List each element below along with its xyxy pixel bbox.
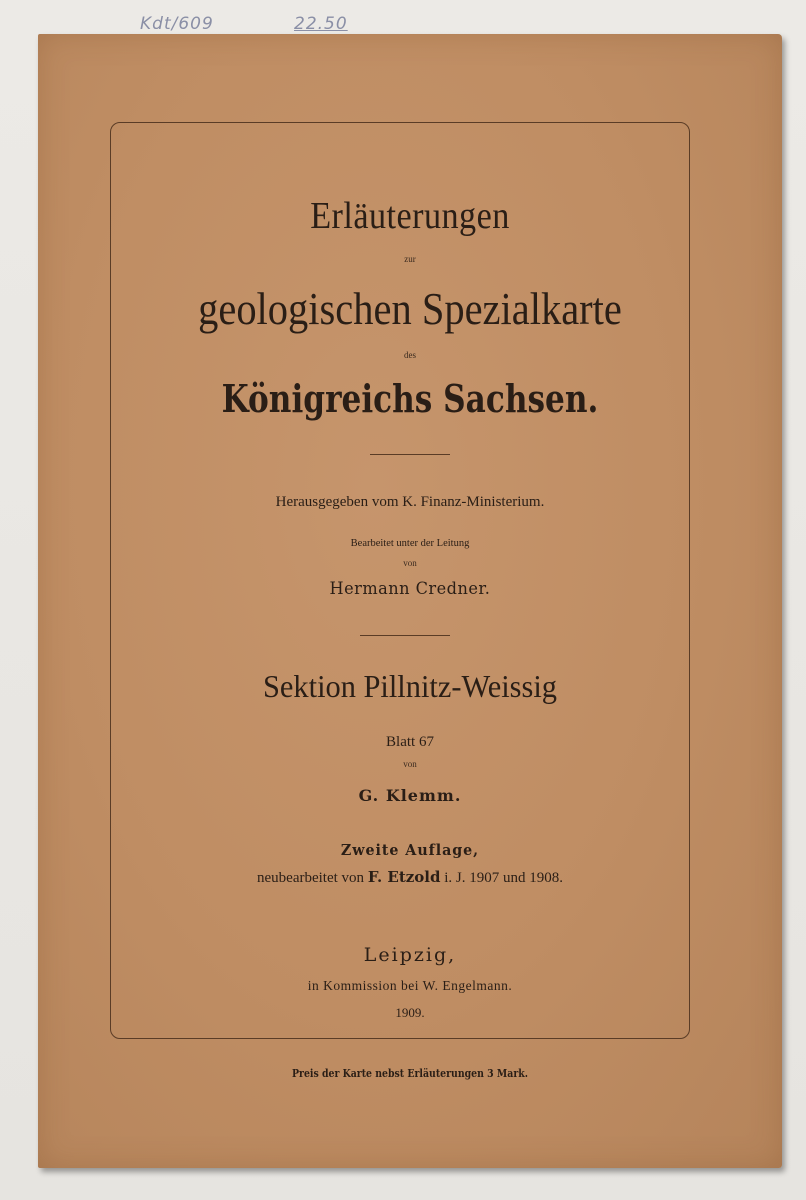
title-line-2: geologischen Spezialkarte xyxy=(198,283,622,334)
section-title: Sektion Pillnitz-Weissig xyxy=(263,668,557,704)
edited-by-line: Bearbeitet unter der Leitung xyxy=(350,538,470,549)
price-note: Preis der Karte nebst Erläuterungen 3 Mark. xyxy=(291,1067,529,1080)
publisher-line: Herausgegeben vom K. Finanz-Ministerium. xyxy=(275,494,545,510)
connector-des: des xyxy=(404,350,416,360)
commission-line: in Kommission bei W. Engelmann. xyxy=(307,978,513,993)
author-name: G. Klemm. xyxy=(358,786,462,805)
revised-prefix: neubearbeitet von xyxy=(257,870,365,886)
connector-von: von xyxy=(403,759,417,769)
title-line-3: Königreichs Sachsen. xyxy=(221,376,599,421)
connector-von: von xyxy=(403,558,417,568)
revised-line xyxy=(38,868,782,887)
reviser-name: F. Etzold xyxy=(367,868,441,886)
divider-rule xyxy=(360,635,450,636)
divider-rule xyxy=(370,454,450,455)
connector-zur: zur xyxy=(404,254,416,264)
pencil-annotation-code: Kdt/609 xyxy=(140,14,214,34)
publication-city: Leipzig, xyxy=(363,944,457,966)
pencil-annotation-price: 22.50 xyxy=(294,14,348,34)
publication-year: 1909. xyxy=(395,1005,425,1020)
revised-suffix: i. J. 1907 und 1908. xyxy=(444,870,563,886)
title-line-1: Erläuterungen xyxy=(310,195,510,237)
editor-name: Hermann Credner. xyxy=(329,579,491,599)
sheet-number: Blatt 67 xyxy=(386,734,434,750)
edition-line: Zweite Auflage, xyxy=(340,841,480,859)
booklet-cover xyxy=(38,34,782,1168)
